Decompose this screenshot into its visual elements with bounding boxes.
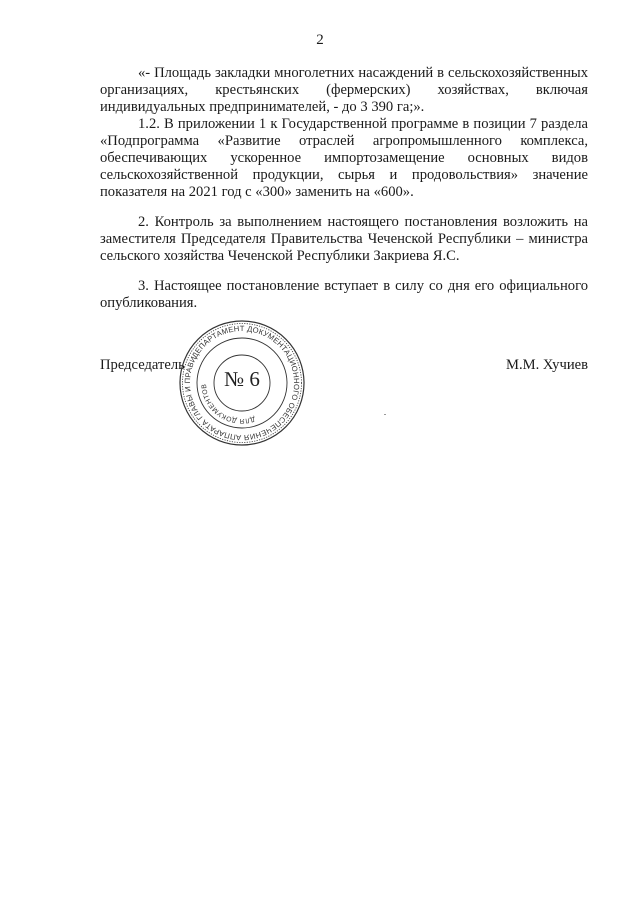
paragraph-1-2: 1.2. В приложении 1 к Государственной программе в позиции 7 раздела «Подпрограмма «Развитие отраслей агропромышленного комплекса, обеспечивающих ускоренное импортозамещение основных видов сельскохозяйственной продукции, сырья и продовольствия» значение показателя на 2021 год с «300» заменить на «600». (100, 116, 588, 200)
signatory-title: Председатель (100, 357, 185, 373)
signature-block (100, 357, 588, 377)
signatory-name: М.М. Хучиев (506, 357, 588, 373)
document-body (100, 65, 588, 312)
paragraph-3-effective: 3. Настоящее постановление вступает в силу со дня его официального опубликования. (100, 278, 588, 311)
paragraph-2-control: 2. Контроль за выполнением настоящего постановления возложить на заместителя Председателя Правительства Чеченской Республики – министра сельского хозяйства Чеченской Республики Закриева Я.С. (100, 214, 588, 264)
seal-inner-text: ДЛЯ ДОКУМЕНТОВ (200, 383, 256, 425)
scan-speck (384, 414, 386, 415)
seal-outer-text: ДЕПАРТАМЕНТ ДОКУМЕНТАЦИОННОГО ОБЕСПЕЧЕНИЯ АППАРАТА ГЛАВЫ И ПРАВИТЕЛЬСТВА (182, 323, 302, 443)
page-number: 2 (316, 32, 324, 48)
official-seal (178, 319, 306, 447)
seal-number: № 6 (224, 367, 260, 391)
paragraph-amendment-area: «- Площадь закладки многолетних насаждений в сельскохозяйственных организациях, крестьянских (фермерских) хозяйствах, включая индивидуальных предпринимателей, - до 3 390 га;». (100, 65, 588, 115)
